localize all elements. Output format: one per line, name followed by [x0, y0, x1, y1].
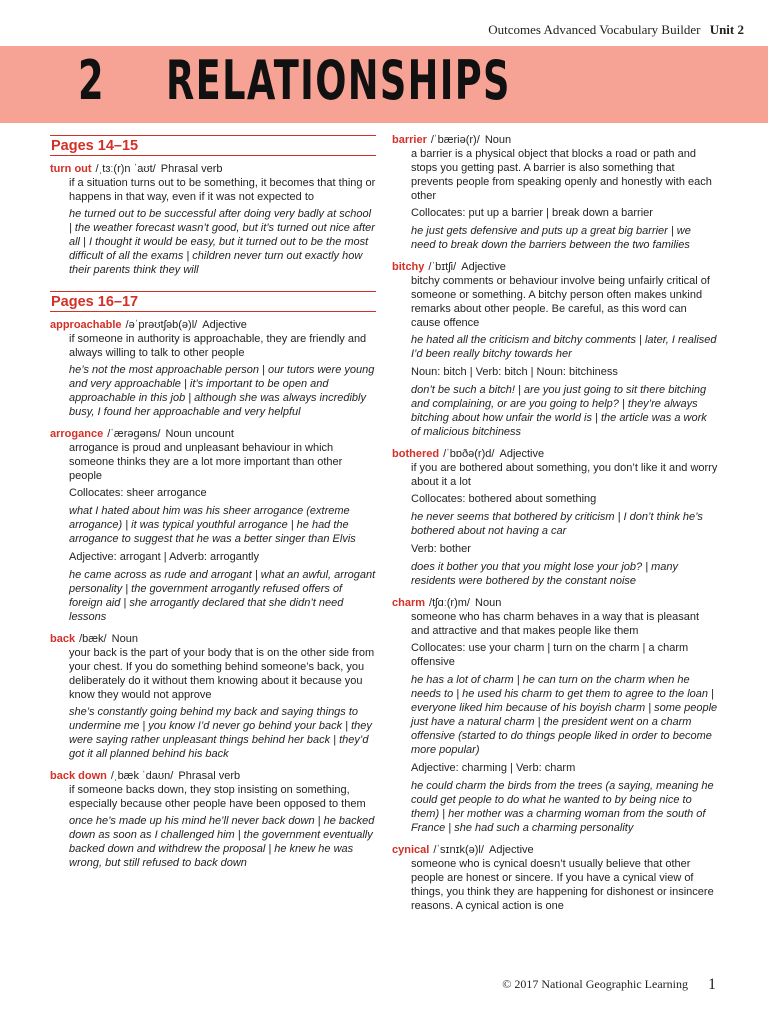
headword-line	[392, 260, 718, 274]
part-of-speech: Phrasal verb	[160, 163, 223, 175]
entry-turn-out	[50, 162, 376, 277]
part-of-speech: Adjective	[499, 448, 545, 460]
pronunciation: /ˈærəɡəns/	[107, 428, 161, 440]
pronunciation: /əˈprəʊtʃəb(ə)l/	[125, 319, 198, 331]
chapter-number: 2	[78, 49, 104, 112]
headword-line	[50, 162, 376, 176]
word-forms: Adjective: charming | Verb: charm	[411, 762, 576, 774]
definition: a barrier is a physical object that blocks a road or path and stops you getting past. A barrier is also something that prevents people from speaking openly and honestly with each other	[411, 148, 712, 202]
headword-line	[50, 318, 376, 332]
headword: back down	[50, 770, 107, 782]
headword-line	[392, 843, 718, 857]
part-of-speech: Adjective	[202, 319, 247, 331]
word-forms: Verb: bother	[411, 543, 471, 555]
headword: charm	[392, 597, 426, 609]
unit-label: Unit 2	[709, 22, 744, 37]
headword-line	[392, 133, 718, 147]
book-title: Outcomes Advanced Vocabulary Builder	[488, 22, 701, 37]
entry-bothered	[392, 447, 718, 588]
examples: what I hated about him was his sheer arrogance (extreme arrogance) | it was typical youthful arrogance | he had the arrogance to suggest that he was a better singer than Elvis	[69, 505, 356, 545]
examples: he came across as rude and arrogant | what an awful, arrogant personality | the government arrogantly refused offers of foreign aid | she arrogantly declared that she didn’t need lessons	[69, 569, 376, 623]
pronunciation: /tʃɑː(r)m/	[429, 597, 470, 609]
part-of-speech: Noun	[111, 633, 138, 645]
headword: cynical	[392, 844, 430, 856]
part-of-speech: Noun	[484, 134, 512, 146]
definition: arrogance is proud and unpleasant behaviour in which someone thinks they are a lot more important than other people	[69, 442, 343, 482]
collocates: Collocates: put up a barrier | break down a barrier	[411, 207, 653, 219]
definition: someone who has charm behaves in a way that is pleasant and attractive and that makes people like them	[411, 611, 699, 637]
pronunciation: /ˌbæk ˈdaʊn/	[110, 770, 174, 782]
definition: someone who is cynical doesn’t usually believe that other people are honest or sincere. If you have a cynical view of things, you think they are happening for dishonest or insincere reasons. A cynical action is one	[411, 858, 714, 912]
chapter-title: RELATIONSHIPS	[166, 49, 511, 112]
pronunciation: /ˈbɒðə(r)d/	[443, 448, 495, 460]
examples: he has a lot of charm | he can turn on the charm when he needs to | he used his charm to get them to agree to the loan | everyone liked him because of his boyish charm | some people just have a natural charm | the president went on a charm offensive (started to do things people liked in order to become more popular)	[411, 674, 718, 756]
left-column	[50, 133, 376, 878]
part-of-speech: Noun uncount	[165, 428, 234, 440]
part-of-speech: Noun	[475, 597, 502, 609]
right-column	[392, 133, 718, 921]
running-header	[488, 22, 744, 38]
entry-back-down	[50, 769, 376, 870]
headword: barrier	[392, 134, 427, 146]
entry-cynical	[392, 843, 718, 913]
headword-line	[50, 427, 376, 441]
entry-approachable	[50, 318, 376, 419]
headword-line	[392, 447, 718, 461]
word-forms: Noun: bitch | Verb: bitch | Noun: bitchiness	[411, 366, 618, 378]
page-number: 1	[708, 976, 716, 993]
examples: does it bother you that you might lose your job? | many residents were bothered by the constant noise	[411, 561, 679, 587]
section-heading: Pages 14–15	[50, 135, 376, 156]
headword: back	[50, 633, 76, 645]
pronunciation: /bæk/	[79, 633, 107, 645]
entry-arrogance	[50, 427, 376, 624]
part-of-speech: Adjective	[489, 844, 534, 856]
headword: bothered	[392, 448, 440, 460]
headword-line	[50, 632, 376, 646]
headword: turn out	[50, 163, 92, 175]
part-of-speech: Adjective	[461, 261, 506, 273]
headword-line	[392, 596, 718, 610]
definition: bitchy comments or behaviour involve being unfairly critical of someone or something. A bitchy person often makes unkind remarks about other people. Be careful, as this word can cause offence	[411, 275, 710, 329]
definition: if someone in authority is approachable, they are friendly and always willing to talk to other people	[69, 333, 367, 359]
pronunciation: /ˌtɜː(r)n ˈaʊt/	[95, 163, 156, 175]
examples: he turned out to be successful after doing very badly at school | the weather forecast wasn’t good, but it’s turned out nice after all | I thought it would be easy, but it turned out to be the most difficult of all the exams | children never turn out exactly how their parents think they will	[69, 208, 375, 276]
section-heading: Pages 16–17	[50, 291, 376, 312]
pronunciation: /ˈsɪnɪk(ə)l/	[433, 844, 484, 856]
definition: if someone backs down, they stop insisting on something, especially because other people have been opposed to them	[69, 784, 366, 810]
collocates: Collocates: use your charm | turn on the charm | a charm offensive	[411, 642, 689, 668]
examples: he hated all the criticism and bitchy comments | later, I realised I’d been really bitchy towards her	[411, 334, 717, 360]
examples: once he’s made up his mind he’ll never back down | he backed down as soon as I challenged him | the government eventually backed down and withdrew the proposal | he knew he was wrong, but still refused to back down	[69, 815, 375, 869]
headword-line	[50, 769, 376, 783]
examples: he never seems that bothered by criticism | I don’t think he’s bothered about not having a car	[411, 511, 703, 537]
entry-bitchy	[392, 260, 718, 439]
headword: approachable	[50, 319, 122, 331]
pronunciation: /ˈbæriə(r)/	[430, 134, 480, 146]
copyright: © 2017 National Geographic Learning	[502, 977, 688, 991]
examples: don’t be such a bitch! | are you just going to sit there bitching and complaining, or are you going to help? | they’re always bitching about how unfair the world is | the article was a work of malicious bitchiness	[411, 384, 707, 438]
entry-back	[50, 632, 376, 761]
examples: he just gets defensive and puts up a great big barrier | we need to break down the barriers between the two families	[411, 225, 691, 251]
collocates: Collocates: sheer arrogance	[69, 487, 207, 499]
headword: bitchy	[392, 261, 425, 273]
definition: your back is the part of your body that is on the other side from your chest. If you do something behind someone’s back, you deliberately do it without them knowing about it because you know they would not approve	[69, 647, 375, 701]
entry-charm	[392, 596, 718, 835]
examples: he could charm the birds from the trees (a saying, meaning he could get people to do what he wanted to by being nice to them) | her mother was a charming woman from the south of France | she had such a charming personality	[411, 780, 714, 834]
headword: arrogance	[50, 428, 104, 440]
definition: if a situation turns out to be something, it becomes that thing or happens in that way, even if it was not expected to	[69, 177, 376, 203]
word-forms: Adjective: arrogant | Adverb: arrogantly	[69, 551, 259, 563]
part-of-speech: Phrasal verb	[178, 770, 241, 782]
chapter-banner	[0, 46, 768, 123]
entry-barrier	[392, 133, 718, 252]
pronunciation: /ˈbɪtʃi/	[428, 261, 457, 273]
examples: he’s not the most approachable person | our tutors were young and very approachable | it’s important to be open and approachable in this job | although she was always incredibly busy, I found her approachable and very helpful	[69, 364, 375, 418]
definition: if you are bothered about something, you don’t like it and worry about it a lot	[411, 462, 718, 488]
examples: she’s constantly going behind my back and saying things to undermine me | you know I’d never go behind your back | they were saying rather unpleasant things behind her back | they’d got it all planned behind his back	[69, 706, 372, 760]
collocates: Collocates: bothered about something	[411, 493, 597, 505]
